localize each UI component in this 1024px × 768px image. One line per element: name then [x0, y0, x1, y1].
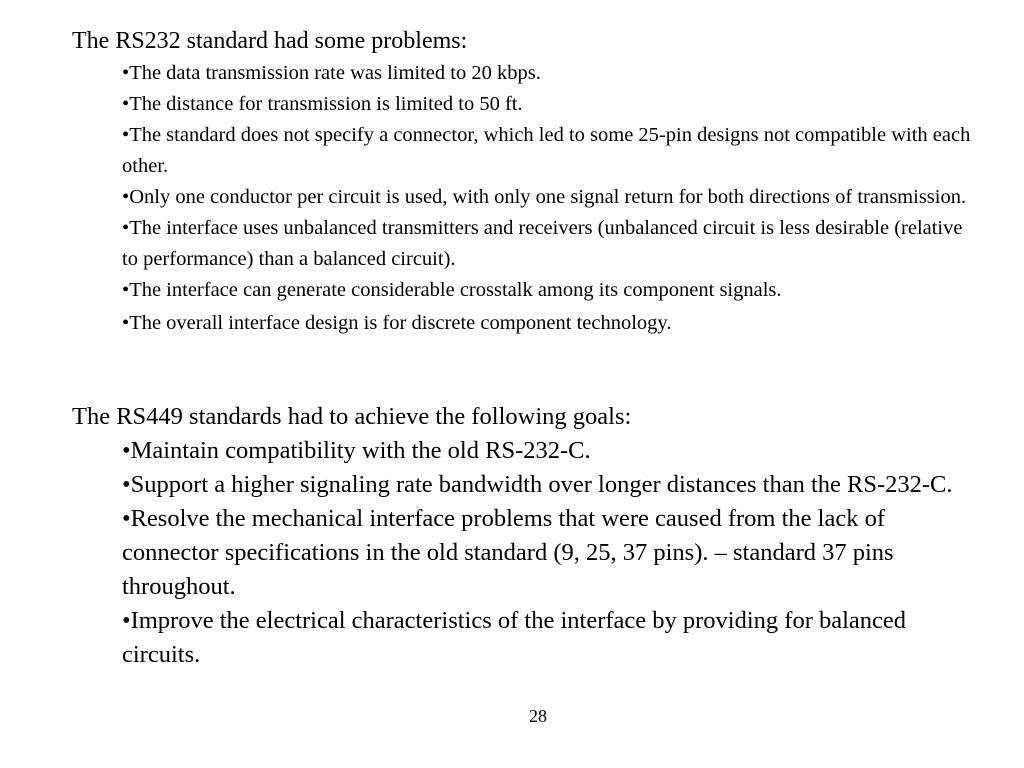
rs232-problem-item: • Only one conductor per circuit is used, with only one signal return for both directions of transmission. — [122, 182, 972, 213]
rs232-problems-list — [72, 58, 972, 339]
rs449-goal-item: • Maintain compatibility with the old RS-232-C. — [122, 434, 972, 468]
rs232-problems-section — [72, 24, 972, 339]
rs232-problem-item: • The interface uses unbalanced transmitters and receivers (unbalanced circuit is less desirable (relative to performance) than a balanced circuit). — [122, 213, 972, 275]
rs449-goal-item: • Support a higher signaling rate bandwidth over longer distances than the RS-232-C. — [122, 468, 972, 502]
rs232-problem-item: • The interface can generate considerable crosstalk among its component signals. — [122, 275, 972, 306]
rs232-problem-item: • The distance for transmission is limited to 50 ft. — [122, 89, 972, 120]
rs232-problem-item: • The standard does not specify a connector, which led to some 25-pin designs not compatible with each other. — [122, 120, 972, 182]
page-number: 28 — [529, 706, 547, 726]
rs232-problem-item: • The overall interface design is for discrete component technology. — [122, 308, 972, 339]
rs449-goals-list — [72, 434, 972, 672]
rs232-problems-heading: The RS232 standard had some problems: — [72, 28, 468, 54]
rs449-goals-heading: The RS449 standards had to achieve the following goals: — [72, 403, 632, 430]
rs232-problem-item: • The data transmission rate was limited to 20 kbps. — [122, 58, 972, 89]
rs449-goals-section — [72, 400, 972, 672]
rs449-goal-item: • Resolve the mechanical interface problems that were caused from the lack of connector specifications in the old standard (9, 25, 37 pins). – standard 37 pins throughout. — [122, 502, 972, 604]
rs449-goal-item: • Improve the electrical characteristics of the interface by providing for balanced circuits. — [122, 604, 972, 672]
